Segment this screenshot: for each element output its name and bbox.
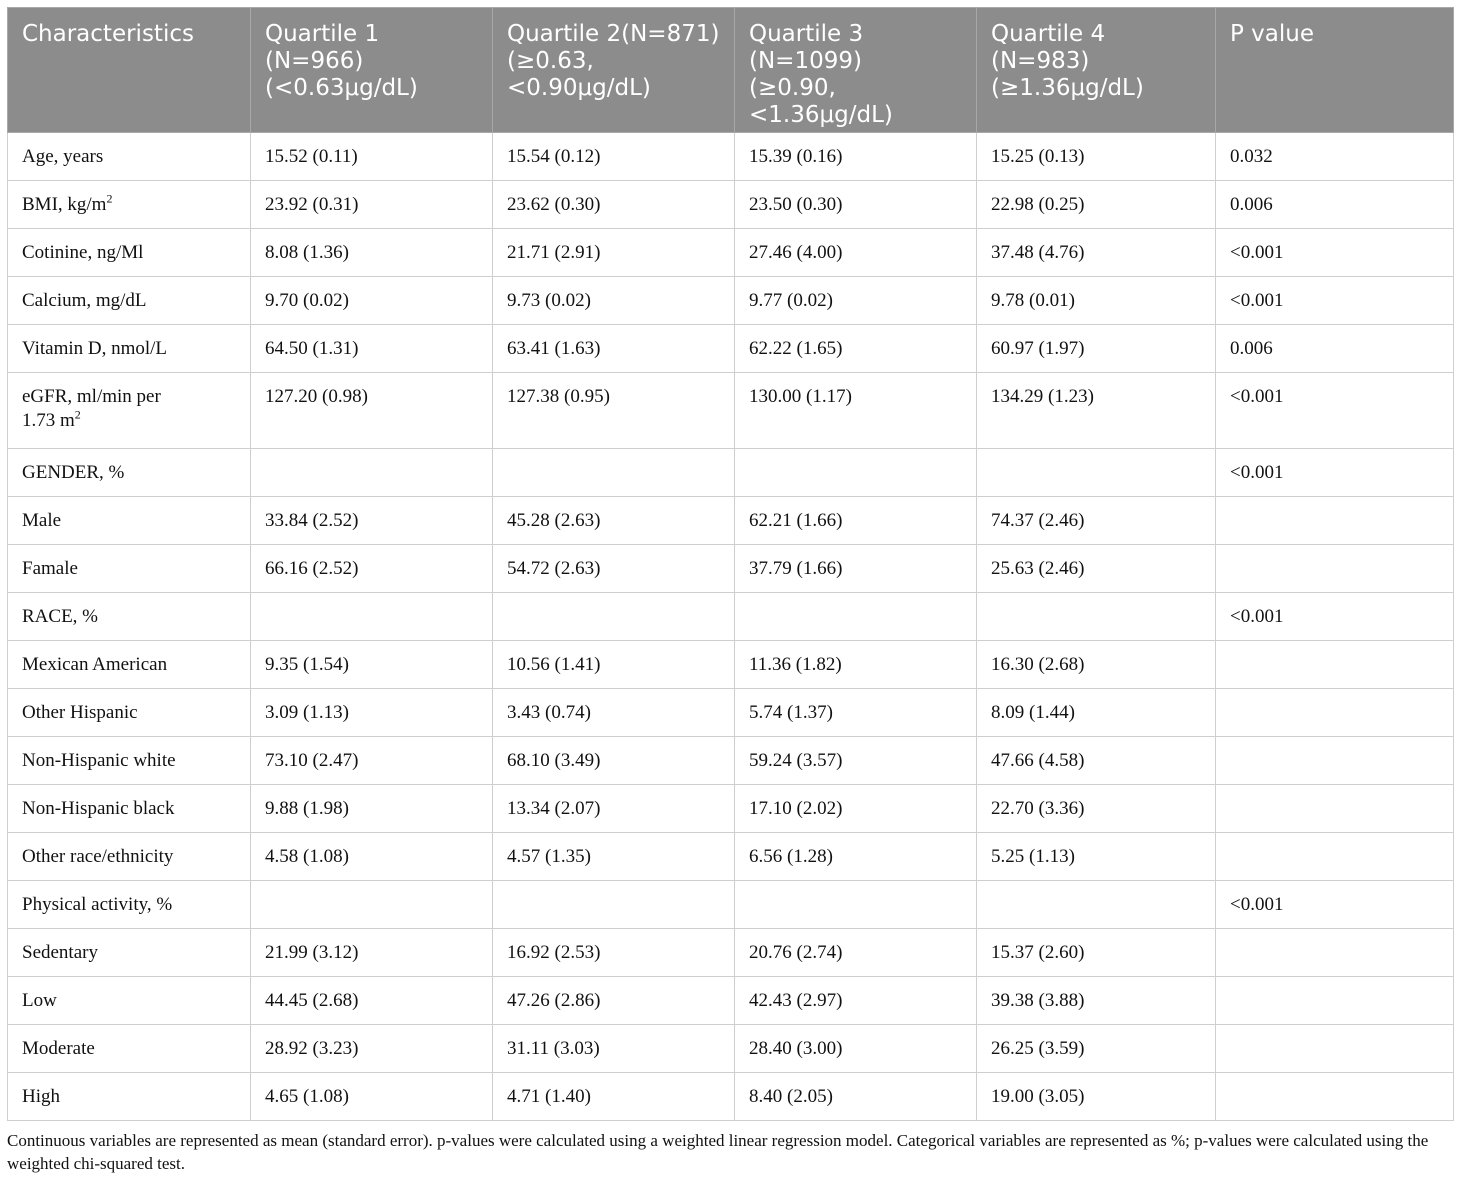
column-header-line: Quartile 3 [749,21,864,47]
table-cell: 130.00 (1.17) [735,373,977,449]
row-label [8,929,251,977]
table-cell: 4.65 (1.08) [251,1073,493,1121]
table-cell [735,881,977,929]
p-value-cell [1216,929,1454,977]
column-header-line: Quartile 2(N=871) [507,21,720,47]
p-value-cell [1216,545,1454,593]
table-cell: 127.38 (0.95) [493,373,735,449]
row-label-text: Other race/ethnicity [22,846,174,867]
row-label [8,325,251,373]
table-cell: 66.16 (2.52) [251,545,493,593]
table-cell: 73.10 (2.47) [251,737,493,785]
table-cell: 74.37 (2.46) [977,497,1216,545]
table-cell [251,449,493,497]
table-cell: 59.24 (3.57) [735,737,977,785]
table-cell: 15.37 (2.60) [977,929,1216,977]
p-value-cell: 0.032 [1216,133,1454,181]
row-label-text: Non-Hispanic black [22,798,175,819]
row-label-text: Cotinine, ng/Ml [22,242,144,263]
table-cell: 63.41 (1.63) [493,325,735,373]
table-cell: 9.73 (0.02) [493,277,735,325]
row-label-text: Mexican American [22,654,168,675]
table-cell [251,881,493,929]
column-header-line: (N=1099) [749,48,862,74]
table-cell: 60.97 (1.97) [977,325,1216,373]
table-cell [493,449,735,497]
row-label [8,181,251,229]
row-label-text: GENDER, % [22,462,125,483]
column-header-line: Quartile 4 [991,21,1106,47]
table-cell: 22.98 (0.25) [977,181,1216,229]
table-cell: 31.11 (3.03) [493,1025,735,1073]
column-header-line: (N=983) [991,48,1090,74]
table-cell: 9.88 (1.98) [251,785,493,833]
table-cell: 11.36 (1.82) [735,641,977,689]
table-cell: 9.35 (1.54) [251,641,493,689]
p-value-cell: <0.001 [1216,593,1454,641]
table-cell: 23.50 (0.30) [735,181,977,229]
table-row [8,373,1454,449]
row-label [8,497,251,545]
column-header-line: Quartile 1 [265,21,380,47]
table-cell: 5.74 (1.37) [735,689,977,737]
row-label-superscript: 2 [74,407,81,422]
table-row [8,181,1454,229]
p-value-cell [1216,1025,1454,1073]
p-value-cell [1216,833,1454,881]
table-cell: 8.08 (1.36) [251,229,493,277]
row-label-text: eGFR, ml/min per [22,386,161,407]
p-value-cell [1216,689,1454,737]
table-cell: 13.34 (2.07) [493,785,735,833]
table-cell: 68.10 (3.49) [493,737,735,785]
table-cell [735,593,977,641]
p-value-cell [1216,737,1454,785]
column-header-line: Characteristics [22,21,194,47]
table-cell: 25.63 (2.46) [977,545,1216,593]
row-label [8,689,251,737]
p-value-cell: 0.006 [1216,325,1454,373]
row-label-text: Famale [22,558,78,579]
table-cell: 42.43 (2.97) [735,977,977,1025]
table-cell [977,449,1216,497]
table-cell: 45.28 (2.63) [493,497,735,545]
table-cell: 26.25 (3.59) [977,1025,1216,1073]
column-header [977,8,1216,133]
column-header-line: (≥0.63, [507,48,594,74]
table-cell: 19.00 (3.05) [977,1073,1216,1121]
table-row [8,1025,1454,1073]
row-label-text: Non-Hispanic white [22,750,176,771]
table-cell: 4.57 (1.35) [493,833,735,881]
p-value-cell: <0.001 [1216,373,1454,449]
table-row [8,833,1454,881]
p-value-cell: <0.001 [1216,277,1454,325]
column-header [251,8,493,133]
p-value-cell: <0.001 [1216,881,1454,929]
row-label-text: BMI, kg/m [22,194,107,215]
table-cell: 6.56 (1.28) [735,833,977,881]
table-row [8,229,1454,277]
column-header-line: (N=966) [265,48,364,74]
table-cell [493,593,735,641]
table-cell: 20.76 (2.74) [735,929,977,977]
table-cell: 4.58 (1.08) [251,833,493,881]
row-label-text: Vitamin D, nmol/L [22,338,168,359]
table-cell: 127.20 (0.98) [251,373,493,449]
row-label [8,1025,251,1073]
row-label-text: Sedentary [22,942,98,963]
row-label-text: Calcium, mg/dL [22,290,147,311]
table-cell [493,881,735,929]
row-label [8,229,251,277]
table-footnote: Continuous variables are represented as mean (standard error). p-values were calculated using a weighted linear regression model. Categorical variables are represented as %; p-values were calculated using the weighted chi-squared test. [7,1131,1429,1173]
table-cell: 37.79 (1.66) [735,545,977,593]
table-cell: 3.09 (1.13) [251,689,493,737]
column-header-line: P value [1230,21,1315,47]
row-label-superscript: 2 [106,191,113,206]
table-figure [7,7,1453,1175]
table-cell: 3.43 (0.74) [493,689,735,737]
table-cell: 47.66 (4.58) [977,737,1216,785]
row-label [8,881,251,929]
column-header [735,8,977,133]
table-cell: 17.10 (2.02) [735,785,977,833]
row-label [8,373,251,449]
characteristics-table [7,7,1454,1121]
table-row [8,593,1454,641]
table-cell: 8.40 (2.05) [735,1073,977,1121]
row-label [8,593,251,641]
table-cell: 28.92 (3.23) [251,1025,493,1073]
row-label-text: Age, years [22,146,104,167]
row-label [8,1073,251,1121]
row-label [8,737,251,785]
table-cell: 37.48 (4.76) [977,229,1216,277]
row-label-text-line2: 1.73 m [22,410,75,431]
table-cell: 16.92 (2.53) [493,929,735,977]
table-row [8,545,1454,593]
table-header-row [8,8,1454,133]
table-cell: 22.70 (3.36) [977,785,1216,833]
table-cell: 4.71 (1.40) [493,1073,735,1121]
table-cell: 5.25 (1.13) [977,833,1216,881]
table-cell: 28.40 (3.00) [735,1025,977,1073]
column-header-line: <0.90μg/dL) [507,75,651,101]
row-label-text: High [22,1086,60,1107]
table-cell [735,449,977,497]
table-cell: 21.99 (3.12) [251,929,493,977]
table-cell: 16.30 (2.68) [977,641,1216,689]
table-cell: 33.84 (2.52) [251,497,493,545]
table-row [8,881,1454,929]
table-row [8,497,1454,545]
column-header-line: (≥1.36μg/dL) [991,75,1144,101]
table-cell: 62.22 (1.65) [735,325,977,373]
table-row [8,641,1454,689]
table-row [8,929,1454,977]
table-cell: 15.25 (0.13) [977,133,1216,181]
table-row [8,133,1454,181]
p-value-cell [1216,785,1454,833]
p-value-cell [1216,1073,1454,1121]
table-cell: 23.92 (0.31) [251,181,493,229]
row-label-text: Male [22,510,62,531]
table-cell: 8.09 (1.44) [977,689,1216,737]
table-cell: 62.21 (1.66) [735,497,977,545]
p-value-cell [1216,497,1454,545]
table-row [8,689,1454,737]
row-label [8,545,251,593]
row-label-text: Physical activity, % [22,894,173,915]
table-cell: 47.26 (2.86) [493,977,735,1025]
table-cell: 54.72 (2.63) [493,545,735,593]
table-row [8,977,1454,1025]
row-label [8,133,251,181]
row-label [8,277,251,325]
table-cell: 27.46 (4.00) [735,229,977,277]
table-cell: 10.56 (1.41) [493,641,735,689]
table-row [8,1073,1454,1121]
table-cell: 9.77 (0.02) [735,277,977,325]
table-cell: 134.29 (1.23) [977,373,1216,449]
column-header-line: (≥0.90, [749,75,836,101]
table-cell: 44.45 (2.68) [251,977,493,1025]
p-value-cell [1216,977,1454,1025]
table-cell: 39.38 (3.88) [977,977,1216,1025]
table-cell [977,881,1216,929]
table-row [8,737,1454,785]
table-cell: 23.62 (0.30) [493,181,735,229]
row-label [8,977,251,1025]
column-header [1216,8,1454,133]
column-header [493,8,735,133]
p-value-cell [1216,641,1454,689]
table-cell: 9.70 (0.02) [251,277,493,325]
table-row [8,449,1454,497]
row-label [8,641,251,689]
row-label-text: Other Hispanic [22,702,138,723]
table-cell: 9.78 (0.01) [977,277,1216,325]
table-cell [251,593,493,641]
row-label-text: RACE, % [22,606,98,627]
table-cell: 15.54 (0.12) [493,133,735,181]
row-label-text: Moderate [22,1038,95,1059]
row-label [8,785,251,833]
table-cell: 15.52 (0.11) [251,133,493,181]
row-label [8,449,251,497]
p-value-cell: <0.001 [1216,229,1454,277]
column-header-line: <1.36μg/dL) [749,102,893,128]
column-header [8,8,251,133]
table-row [8,785,1454,833]
table-cell: 21.71 (2.91) [493,229,735,277]
row-label [8,833,251,881]
table-cell: 15.39 (0.16) [735,133,977,181]
table-row [8,325,1454,373]
row-label-text: Low [22,990,57,1011]
column-header-line: (<0.63μg/dL) [265,75,418,101]
p-value-cell: <0.001 [1216,449,1454,497]
table-cell [977,593,1216,641]
table-cell: 64.50 (1.31) [251,325,493,373]
table-row [8,277,1454,325]
p-value-cell: 0.006 [1216,181,1454,229]
